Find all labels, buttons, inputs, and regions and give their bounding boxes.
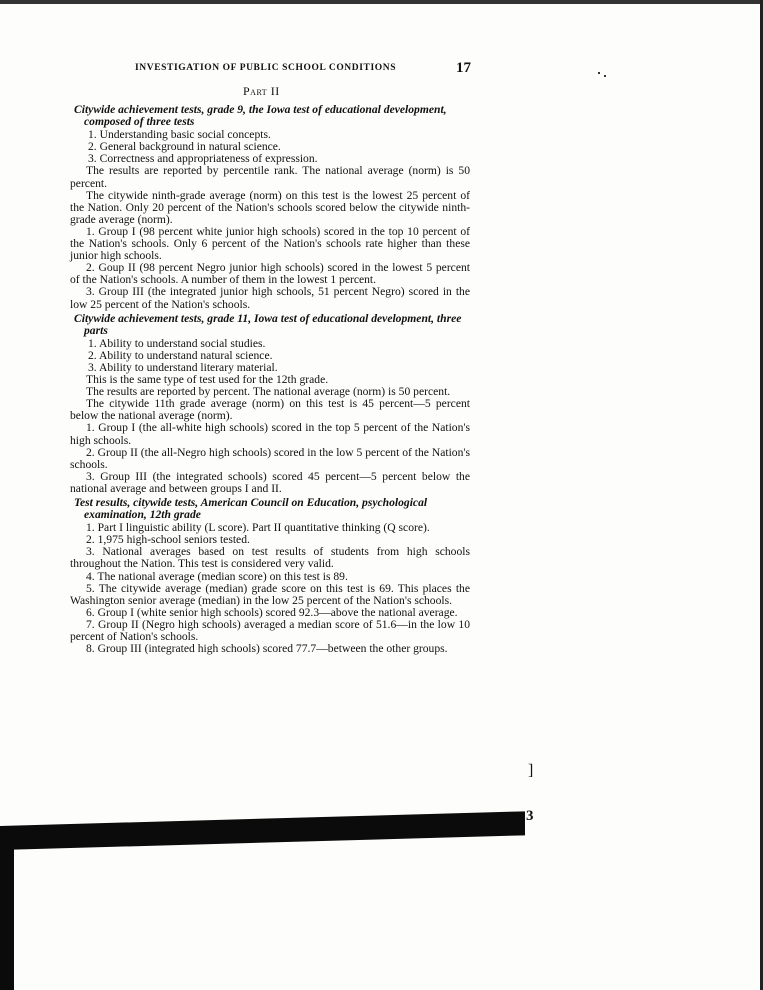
scan-bracket-mark: ] — [528, 762, 534, 779]
section-heading: Citywide achievement tests, grade 11, Iowa test of educational development, three parts — [74, 311, 462, 337]
list-item: 2. General background in natural science. — [88, 140, 281, 154]
paragraph: 3. Group III (the integrated schools) scored 45 percent—5 percent below the national average and between groups I and II. — [70, 469, 470, 495]
paragraph: 3. National averages based on test results of students from high schools throughout the Nation. This test is considered very valid. — [70, 545, 470, 571]
paragraph: 4. The national average (median score) on this test is 89. — [86, 569, 348, 583]
part-heading: Part II — [243, 84, 280, 98]
scan-speck — [598, 72, 600, 74]
paragraph: The citywide ninth-grade average (norm) on this test is the lowest 25 percent of the Nation. Only 20 percent of the Nation's schools scored below the citywide ninth-grade average (norm). — [70, 188, 470, 226]
paragraph: 2. Goup II (98 percent Negro junior high schools) scored in the lowest 5 percent of the Nation's schools. A number of them in the lowest 1 percent. — [70, 261, 470, 287]
paragraph: 7. Group II (Negro high schools) averaged a median score of 51.6—in the low 10 percent of Nation's schools. — [70, 617, 470, 644]
list-item: 3. Correctness and appropriateness of expression. — [88, 152, 318, 166]
paragraph: 1. Group I (the all-white high schools) scored in the top 5 percent of the Nation's high schools. — [70, 421, 470, 447]
page-fold-shadow-left — [0, 836, 14, 990]
section-heading: Test results, citywide tests, American Council on Education, psychological examination, 12th grade — [74, 496, 428, 522]
paragraph: 5. The citywide average (median) grade score on this test is 69. This places the Washington senior average (median) in the low 25 percent of the Nation's schools. — [70, 581, 470, 607]
list-item: 1. Ability to understand social studies. — [88, 336, 266, 350]
scan-mark: 3 — [526, 808, 534, 824]
paragraph: This is the same type of test used for the 12th grade. — [86, 373, 329, 387]
paragraph: 3. Group III (the integrated junior high schools, 51 percent Negro) scored in the low 25 percent of the Nation's schools. — [70, 285, 470, 311]
list-item: 3. Ability to understand literary material. — [88, 360, 278, 374]
list-item: 2. Ability to understand natural science. — [88, 348, 273, 362]
paragraph: 6. Group I (white senior high schools) scored 92.3—above the national average. — [86, 605, 458, 619]
paragraph: 1. Part I linguistic ability (L score). Part II quantitative thinking (Q score). — [86, 521, 430, 535]
section-heading: Citywide achievement tests, grade 9, the Iowa test of educational development, composed of three tests — [74, 103, 447, 129]
list-item: 1. Understanding basic social concepts. — [88, 128, 271, 142]
paragraph: 1. Group I (98 percent white junior high schools) scored in the top 10 percent of the Nation's schools. Only 6 percent of the Nation's schools rate higher than these junior high schools. — [70, 224, 470, 263]
scan-speck — [604, 75, 606, 77]
scan-top-edge — [0, 0, 763, 4]
paragraph: The results are reported by percentile rank. The national average (norm) is 50 percent. — [70, 164, 470, 190]
page-number: 17 — [456, 60, 471, 76]
paragraph: The citywide 11th grade average (norm) on this test is 45 percent—5 percent below the national average (norm). — [70, 397, 470, 423]
paragraph: The results are reported by percent. The national average (norm) is 50 percent. — [86, 385, 451, 399]
body-text — [70, 104, 470, 655]
paragraph: 8. Group III (integrated high schools) scored 77.7—between the other groups. — [86, 642, 448, 656]
running-title: INVESTIGATION OF PUBLIC SCHOOL CONDITIONS — [135, 63, 397, 73]
page-fold-shadow — [0, 811, 525, 850]
paragraph: 2. Group II (the all-Negro high schools) scored in the low 5 percent of the Nation's schools. — [70, 445, 470, 471]
paragraph: 2. 1,975 high-school seniors tested. — [86, 533, 250, 547]
